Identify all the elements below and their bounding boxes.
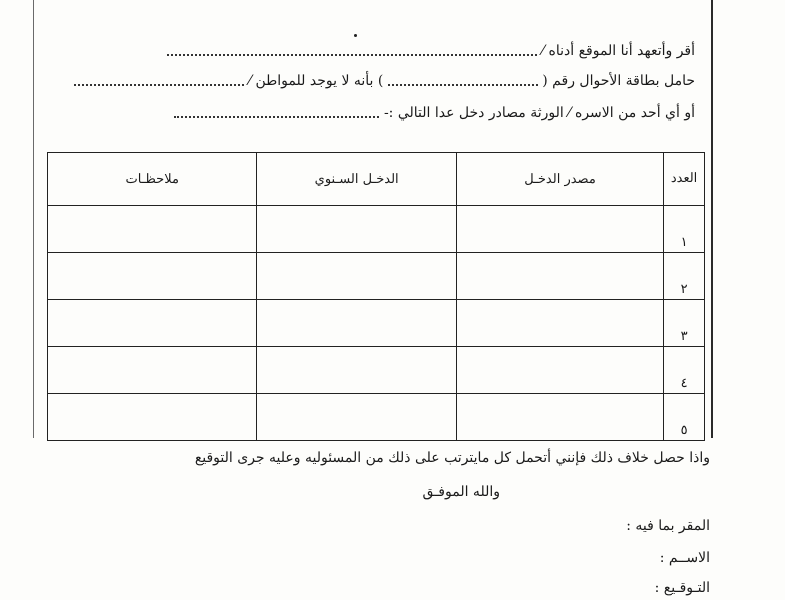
table-row xyxy=(48,347,705,394)
header-annual-income: الدخـل السـنوي xyxy=(257,153,456,206)
signature-label: التـوقـيع : xyxy=(654,580,710,596)
income-source-cell[interactable] xyxy=(456,394,663,441)
income-sources-blank[interactable] xyxy=(174,108,379,118)
row-number: ٣ xyxy=(664,300,705,347)
row-number: ٢ xyxy=(664,253,705,300)
annual-income-cell[interactable] xyxy=(257,300,456,347)
page-border-right xyxy=(711,0,713,438)
liability-statement: واذا حصل خلاف ذلك فإنني أتحمل كل مايترتب على ذلك من المسئوليه وعليه جرى التوقيع xyxy=(194,450,710,466)
income-source-cell[interactable] xyxy=(456,253,663,300)
id-number-blank[interactable] xyxy=(388,76,538,86)
annual-income-cell[interactable] xyxy=(257,394,456,441)
declaration-line-1 xyxy=(167,42,695,60)
header-number: العدد xyxy=(664,153,705,206)
income-source-cell[interactable] xyxy=(456,347,663,394)
citizen-name-blank[interactable] xyxy=(74,76,244,86)
table-row xyxy=(48,206,705,253)
row-number: ١ xyxy=(664,206,705,253)
notes-cell[interactable] xyxy=(48,253,257,300)
notes-cell[interactable] xyxy=(48,300,257,347)
header-income-source: مصدر الدخـل xyxy=(456,153,663,206)
table-row xyxy=(48,253,705,300)
header-notes: ملاحظـات xyxy=(48,153,257,206)
declaration-line-3-text: أو أي أحد من الاسره ⁄ الورثة مصادر دخل عدا التالي :- xyxy=(383,105,695,121)
annual-income-cell[interactable] xyxy=(257,206,456,253)
notes-cell[interactable] xyxy=(48,347,257,394)
row-number: ٥ xyxy=(664,394,705,441)
income-source-cell[interactable] xyxy=(456,300,663,347)
table-row xyxy=(48,300,705,347)
table-row xyxy=(48,394,705,441)
declaration-line-1-text: أقر وأتعهد أنا الموقع أدناه ⁄ xyxy=(541,43,695,59)
closing-phrase: والله الموفـق xyxy=(422,484,500,500)
declaration-line-3 xyxy=(174,104,695,122)
name-label: الاســم : xyxy=(659,550,710,566)
income-table xyxy=(47,152,705,441)
income-source-cell[interactable] xyxy=(456,206,663,253)
signer-name-blank[interactable] xyxy=(167,46,537,56)
annual-income-cell[interactable] xyxy=(257,347,456,394)
row-number: ٤ xyxy=(664,347,705,394)
acknowledger-label: المقر بما فيه : xyxy=(626,518,710,534)
notes-cell[interactable] xyxy=(48,394,257,441)
citizen-label: ) بأنه لا يوجد للمواطن ⁄ xyxy=(248,73,384,89)
id-card-label: حامل بطاقة الأحوال رقم ( xyxy=(542,73,695,89)
annual-income-cell[interactable] xyxy=(257,253,456,300)
declaration-line-2 xyxy=(74,72,695,90)
notes-cell[interactable] xyxy=(48,206,257,253)
income-table-header xyxy=(48,153,705,206)
scan-dot xyxy=(354,34,357,37)
page-border-left xyxy=(33,0,34,438)
